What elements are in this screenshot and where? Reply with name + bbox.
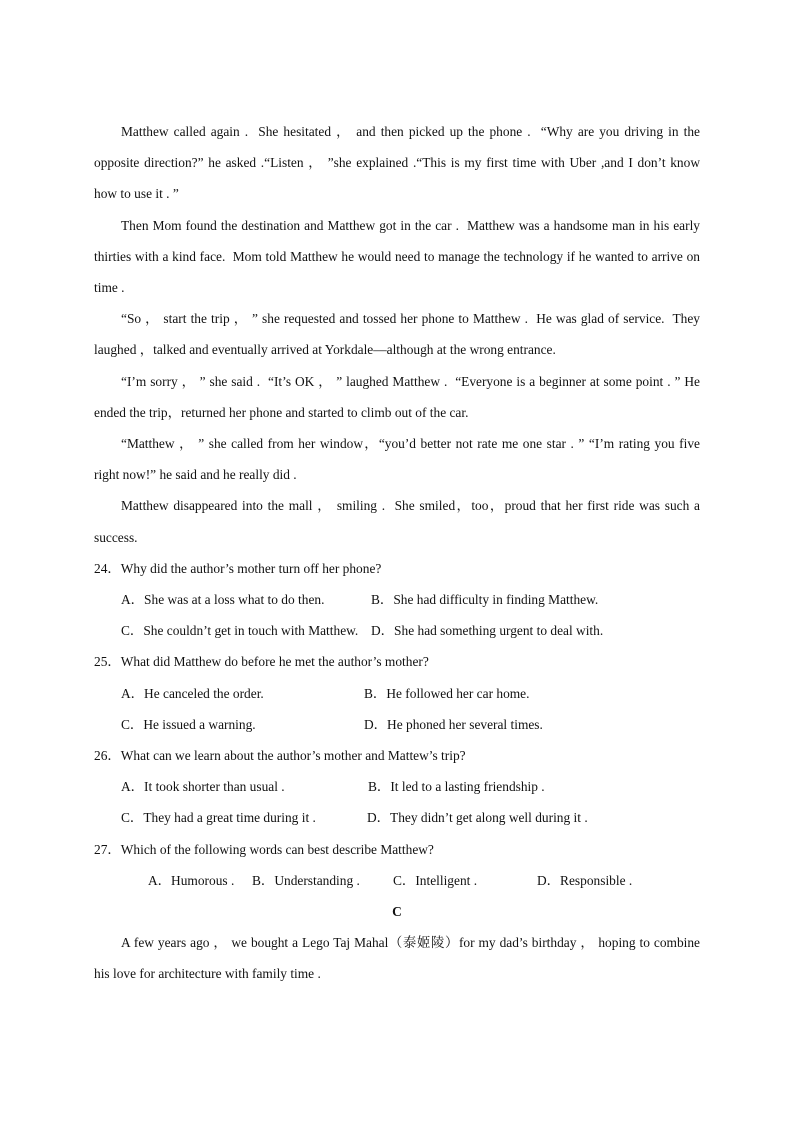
option-row <box>94 771 700 802</box>
story-paragraph: “Matthew ， ” she called from her window，“you’d better not rate me one star . ” “I’m rating you five right now!” he said and he really did . <box>94 436 700 483</box>
story-paragraph: A few years ago ， we bought a Lego Taj Mahal（泰姬陵）for my dad’s birthday ， hoping to combine his love for architecture with family time . <box>94 935 700 982</box>
question-stem: 26．What can we learn about the author’s mother and Mattew’s trip? <box>94 748 466 764</box>
option-c: C．He issued a warning. <box>121 716 256 732</box>
question-25 <box>94 646 700 740</box>
option-d: D．She had something urgent to deal with. <box>371 623 604 639</box>
story-paragraph: Matthew disappeared into the mall ， smiling . She smiled，too，proud that her first ride was such a success. <box>94 498 700 545</box>
option-c: C．They had a great time during it . <box>121 810 316 826</box>
story-paragraph: “I’m sorry ， ” she said . “It’s OK ， ” laughed Matthew . “Everyone is a beginner at some point . ” He ended the trip，returned her phone and started to climb out of the car. <box>94 373 700 420</box>
question-27 <box>94 834 700 896</box>
option-b: B．Understanding . <box>252 872 360 888</box>
option-c: C．She couldn’t get in touch with Matthew. <box>121 623 359 639</box>
option-row <box>94 584 700 615</box>
option-b: B．She had difficulty in finding Matthew. <box>371 592 599 608</box>
question-stem: 24．Why did the author’s mother turn off her phone? <box>94 560 382 576</box>
question-26 <box>94 740 700 834</box>
option-row <box>94 615 700 646</box>
option-d: D．They didn’t get along well during it . <box>367 810 588 826</box>
option-row <box>94 678 700 709</box>
option-b: B．It led to a lasting friendship . <box>368 779 545 795</box>
story-paragraph: Then Mom found the destination and Matthew got in the car . Matthew was a handsome man in his early thirties with a kind face. Mom told Matthew he would need to manage the technology if he wanted to arrive on time . <box>94 217 700 296</box>
option-c: C．Intelligent . <box>393 872 478 888</box>
section-heading: C <box>392 904 402 920</box>
option-row <box>94 802 700 833</box>
question-stem: 25．What did Matthew do before he met the author’s mother? <box>94 654 429 670</box>
question-stem: 27．Which of the following words can best describe Matthew? <box>94 841 434 857</box>
option-a: A．It took shorter than usual . <box>121 779 285 795</box>
passage-content <box>94 116 700 990</box>
option-a: A．Humorous . <box>148 872 235 888</box>
option-a: A．She was at a loss what to do then. <box>121 592 325 608</box>
option-row <box>94 709 700 740</box>
option-d: D．He phoned her several times. <box>364 716 543 732</box>
story-paragraph: “So ， start the trip ， ” she requested and tossed her phone to Matthew . He was glad of service. They laughed ，talked and eventually arrived at Yorkdale—although at the wrong entrance. <box>94 311 700 358</box>
option-row <box>94 865 700 896</box>
option-d: D．Responsible . <box>537 872 633 888</box>
question-24 <box>94 553 700 647</box>
option-a: A．He canceled the order. <box>121 685 264 701</box>
option-b: B．He followed her car home. <box>364 685 530 701</box>
story-paragraph: Matthew called again . She hesitated ， and then picked up the phone . “Why are you driving in the opposite direction?” he asked .“Listen ， ”she explained .“This is my first time with Uber ,and I don’t know how to use it . ” <box>94 124 700 202</box>
